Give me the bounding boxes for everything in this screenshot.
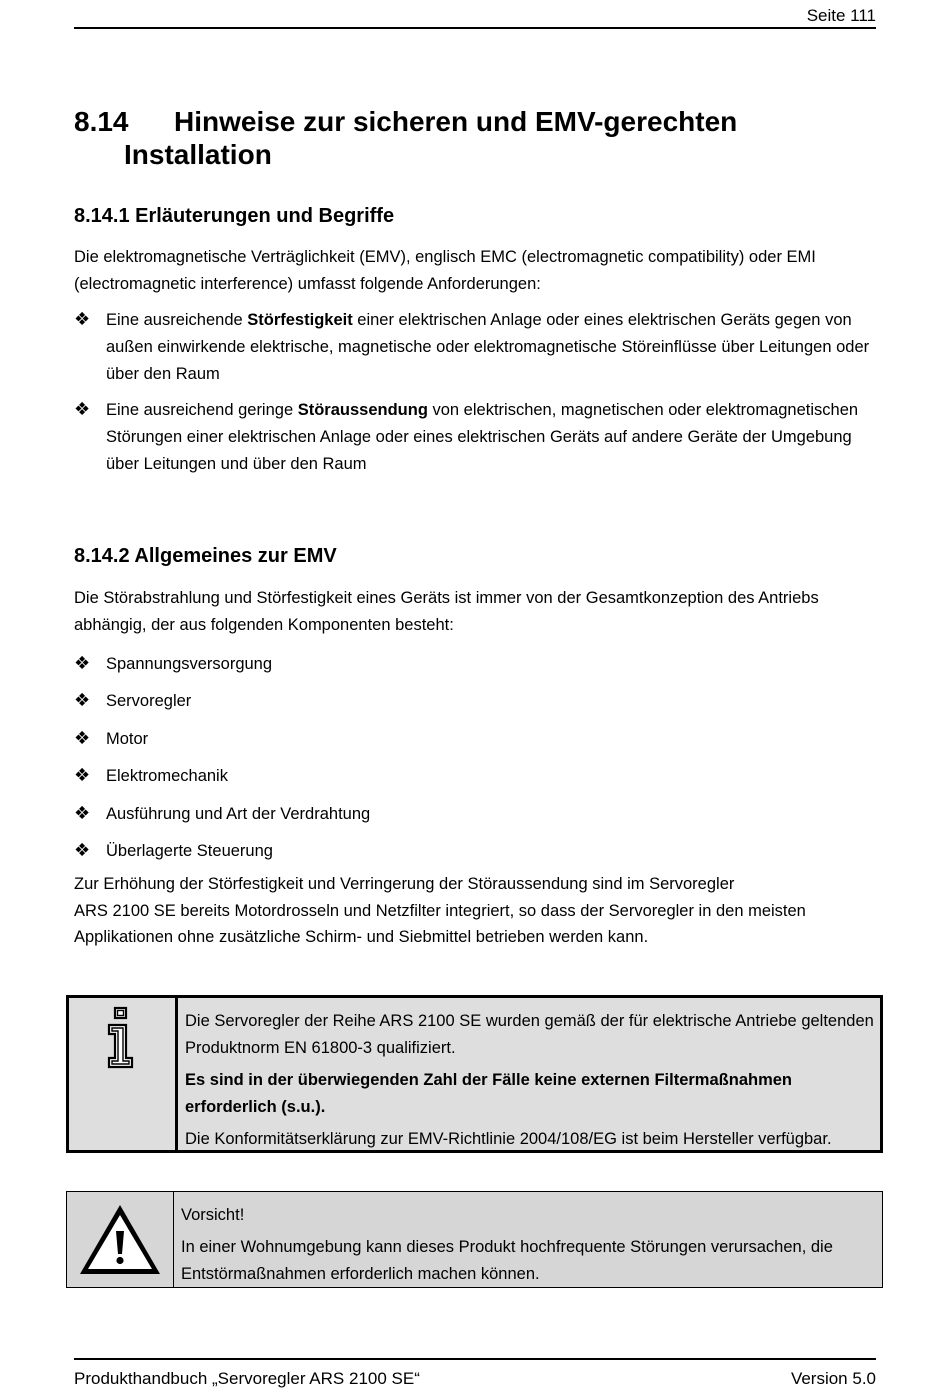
list-item: ❖ Servoregler	[74, 683, 882, 720]
list-item: ❖ Überlagerte Steuerung	[74, 833, 882, 870]
list-item: ❖ Ausführung und Art der Verdrahtung	[74, 796, 882, 833]
diamond-bullet-icon: ❖	[74, 399, 91, 419]
subsection-2-intro: Die Störabstrahlung und Störfestigkeit eines Geräts ist immer von der Gesamtkonzeption des Antriebs abhängig, der aus folgenden Komponenten besteht:	[74, 589, 819, 634]
footer-document-title: Produkthandbuch „Servoregler ARS 2100 SE“	[74, 1369, 420, 1388]
info-text	[178, 998, 880, 1150]
list-item: ❖ Spannungsversorgung	[74, 646, 882, 683]
emphasis: Störfestigkeit	[247, 311, 353, 329]
list-item: ❖ Eine ausreichende Störfestigkeit einer elektrischen Anlage oder eines elektrischen Geräts gegen von außen einwirkende elektrische, magnetische oder elektromagnetische Störeinflüsse über Leitungen oder über den Raum	[74, 307, 882, 388]
diamond-bullet-icon: ❖	[74, 309, 91, 329]
list-item: ❖ Elektromechanik	[74, 758, 882, 795]
section-heading	[74, 105, 834, 171]
subsection-heading-2: 8.14.2 Allgemeines zur EMV	[74, 545, 337, 567]
footer-version: Version 5.0	[790, 1369, 876, 1388]
list-item: ❖ Motor	[74, 721, 882, 758]
diamond-bullet-icon: ❖	[74, 690, 91, 711]
page-number: Seite 111	[806, 6, 876, 25]
caution-text	[174, 1192, 882, 1287]
info-box	[66, 995, 883, 1153]
subsection-heading-1: 8.14.1 Erläuterungen und Begriffe	[74, 205, 395, 227]
info-paragraph-3: Die Konformitätserklärung zur EMV-Richtlinie 2004/108/EG ist beim Hersteller verfügbar.	[185, 1130, 832, 1148]
list-item: ❖ Eine ausreichend geringe Störaussendung von elektrischen, magnetischen oder elektromagnetischen Störungen einer elektrischen Anlage oder eines elektrischen Geräts auf andere Geräte der Umgebung über Leitungen und über den Raum	[74, 397, 882, 478]
info-icon-cell	[69, 998, 178, 1150]
warning-triangle-icon	[77, 1202, 163, 1278]
caution-title: Vorsicht!	[181, 1206, 245, 1224]
component-list	[74, 646, 882, 870]
header-rule	[74, 27, 876, 29]
subsection-1-bullets	[74, 307, 882, 478]
caution-icon-cell	[67, 1192, 174, 1287]
info-paragraph-2: Es sind in der überwiegenden Zahl der Fälle keine externen Filtermaßnahmen erforderlich (s.u.).	[185, 1071, 792, 1116]
section-title-line2: Installation	[124, 139, 272, 170]
emphasis: Störaussendung	[297, 401, 428, 419]
footer-rule	[74, 1358, 876, 1360]
diamond-bullet-icon: ❖	[74, 765, 91, 786]
subsection-2-outro: Zur Erhöhung der Störfestigkeit und Verringerung der Störaussendung sind im Servoregler ARS 2100 SE bereits Motordrosseln und Netzfilter integriert, so dass der Servoregler in den meisten Applikationen ohne zusätzliche Schirm- und Siebmittel betrieben werden kann.	[74, 875, 806, 946]
info-icon	[102, 1006, 142, 1070]
caution-paragraph: In einer Wohnumgebung kann dieses Produkt hochfrequente Störungen verursachen, die Entstörmaßnahmen erforderlich machen können.	[181, 1238, 833, 1283]
diamond-bullet-icon: ❖	[74, 653, 91, 673]
caution-box	[66, 1191, 883, 1288]
diamond-bullet-icon: ❖	[74, 840, 91, 861]
info-paragraph-1: Die Servoregler der Reihe ARS 2100 SE wurden gemäß der für elektrische Antriebe geltenden Produktnorm EN 61800-3 qualifiziert.	[185, 1012, 874, 1057]
diamond-bullet-icon: ❖	[74, 727, 91, 748]
section-title-line1: Hinweise zur sicheren und EMV-gerechten	[174, 106, 738, 137]
section-number: 8.14	[74, 106, 129, 137]
diamond-bullet-icon: ❖	[74, 802, 91, 823]
subsection-1-intro: Die elektromagnetische Verträglichkeit (EMV), englisch EMC (electromagnetic compatibility) oder EMI (electromagnetic interference) umfasst folgende Anforderungen:	[74, 248, 816, 293]
